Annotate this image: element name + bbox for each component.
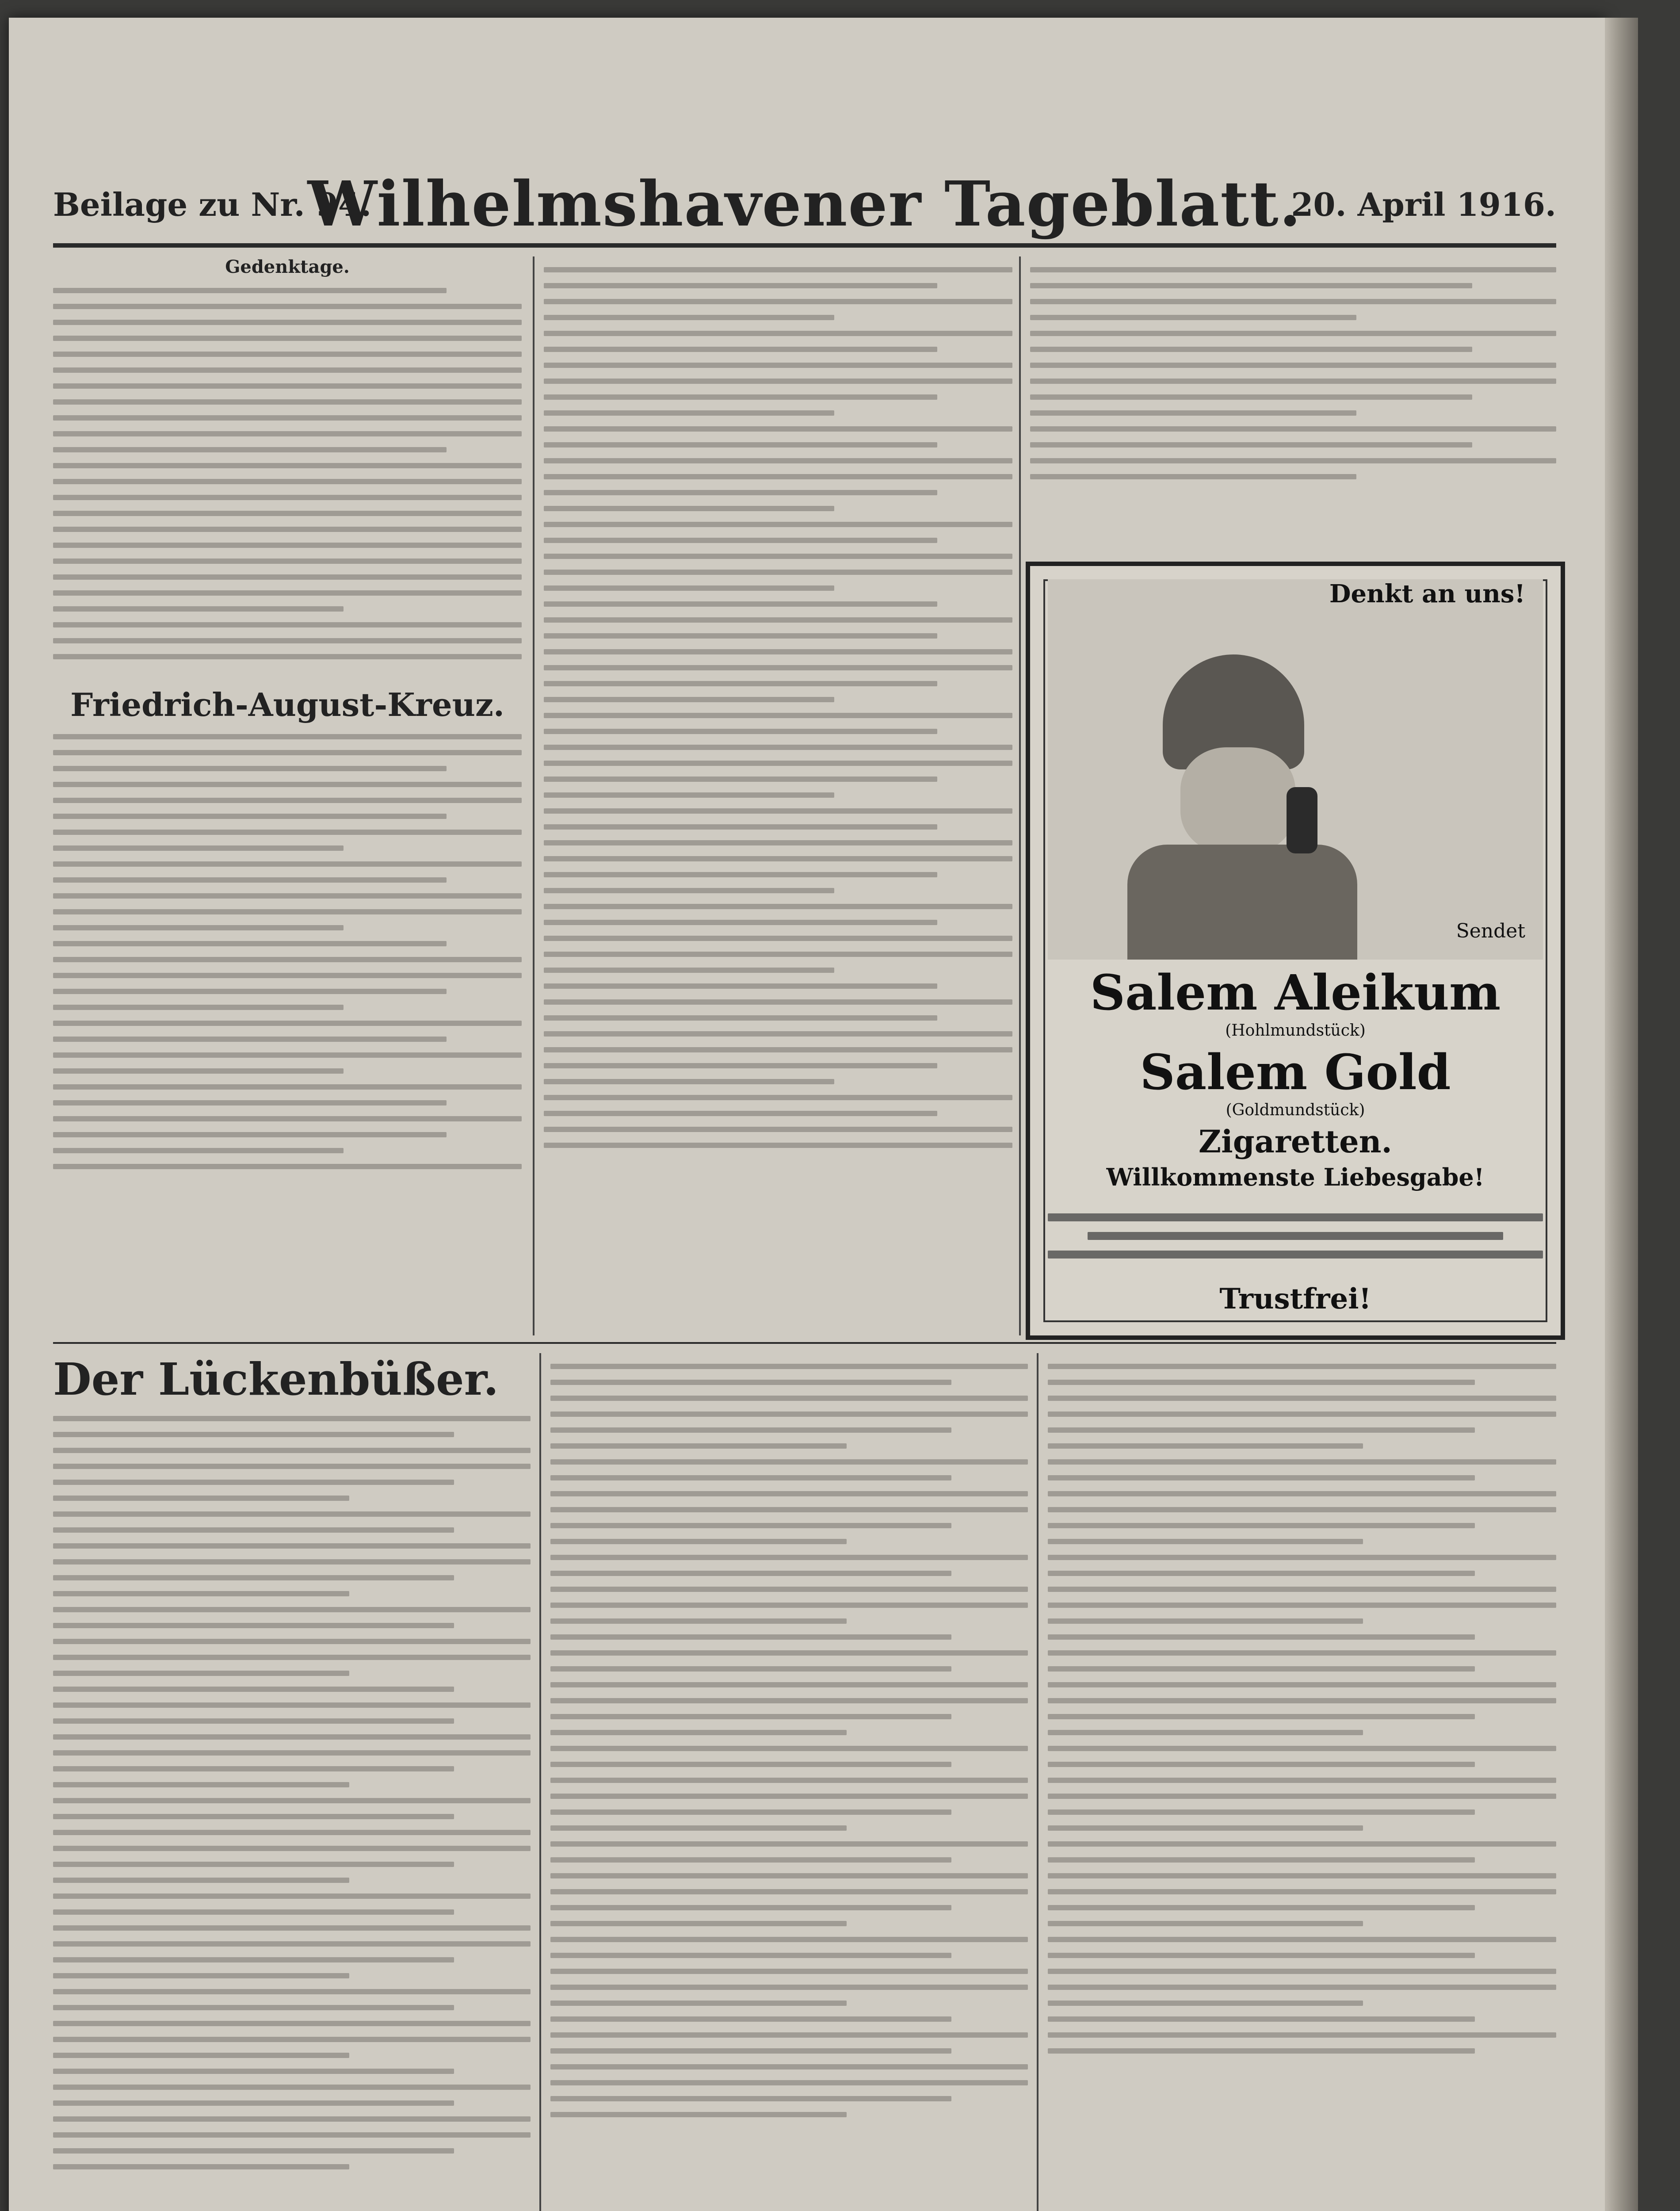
ad-brand-salem-gold: Salem Gold — [1140, 1044, 1451, 1101]
column-top-middle — [544, 256, 1012, 1327]
ad-brand1-note: (Hohlmundstück) — [1225, 1021, 1366, 1040]
column-bottom-right — [1048, 1353, 1556, 2211]
serial-heading: Der Lückenbüßer. — [53, 1353, 499, 1405]
field-telephone-icon — [1287, 787, 1317, 853]
ad-sendet: Sendet — [1456, 920, 1525, 942]
column-top-right — [1030, 256, 1556, 544]
column-top-left — [53, 256, 522, 1327]
section-rule — [53, 1342, 1556, 1344]
column-divider — [533, 256, 535, 1335]
book-page-edges — [1605, 18, 1638, 2211]
ad-price-block — [1048, 1203, 1543, 1274]
column-divider — [1037, 1353, 1039, 2211]
supplement-label: Beilage zu Nr. 94. — [53, 186, 372, 223]
column-bottom-middle — [550, 1353, 1028, 2211]
gedenktage-heading: Gedenktage. — [225, 256, 350, 277]
newspaper-page — [9, 18, 1605, 2211]
cigarette-advertisement — [1026, 562, 1565, 1340]
ad-trustfrei: Trustfrei! — [1219, 1282, 1371, 1316]
uniform-shape — [1127, 845, 1357, 960]
ad-tagline: Denkt an uns! — [1329, 579, 1525, 608]
column-divider — [539, 1353, 541, 2211]
ad-slogan: Willkommenste Liebesgabe! — [1106, 1163, 1485, 1191]
issue-date: 20. April 1916. — [1291, 186, 1556, 223]
kreuz-heading: Friedrich-August-Kreuz. — [70, 686, 504, 723]
face-shape — [1180, 747, 1295, 853]
ad-brand2-note: (Goldmundstück) — [1226, 1101, 1365, 1119]
column-divider — [1019, 256, 1021, 1335]
ad-brand-salem-aleikum: Salem Aleikum — [1090, 964, 1501, 1021]
newspaper-title: Wilhelmshavener Tageblatt. — [307, 168, 1302, 241]
column-bottom-left — [53, 1353, 531, 2211]
soldier-illustration — [1048, 579, 1543, 960]
ad-product: Zigaretten. — [1199, 1123, 1392, 1160]
masthead — [53, 168, 1556, 241]
masthead-rule — [53, 243, 1556, 248]
